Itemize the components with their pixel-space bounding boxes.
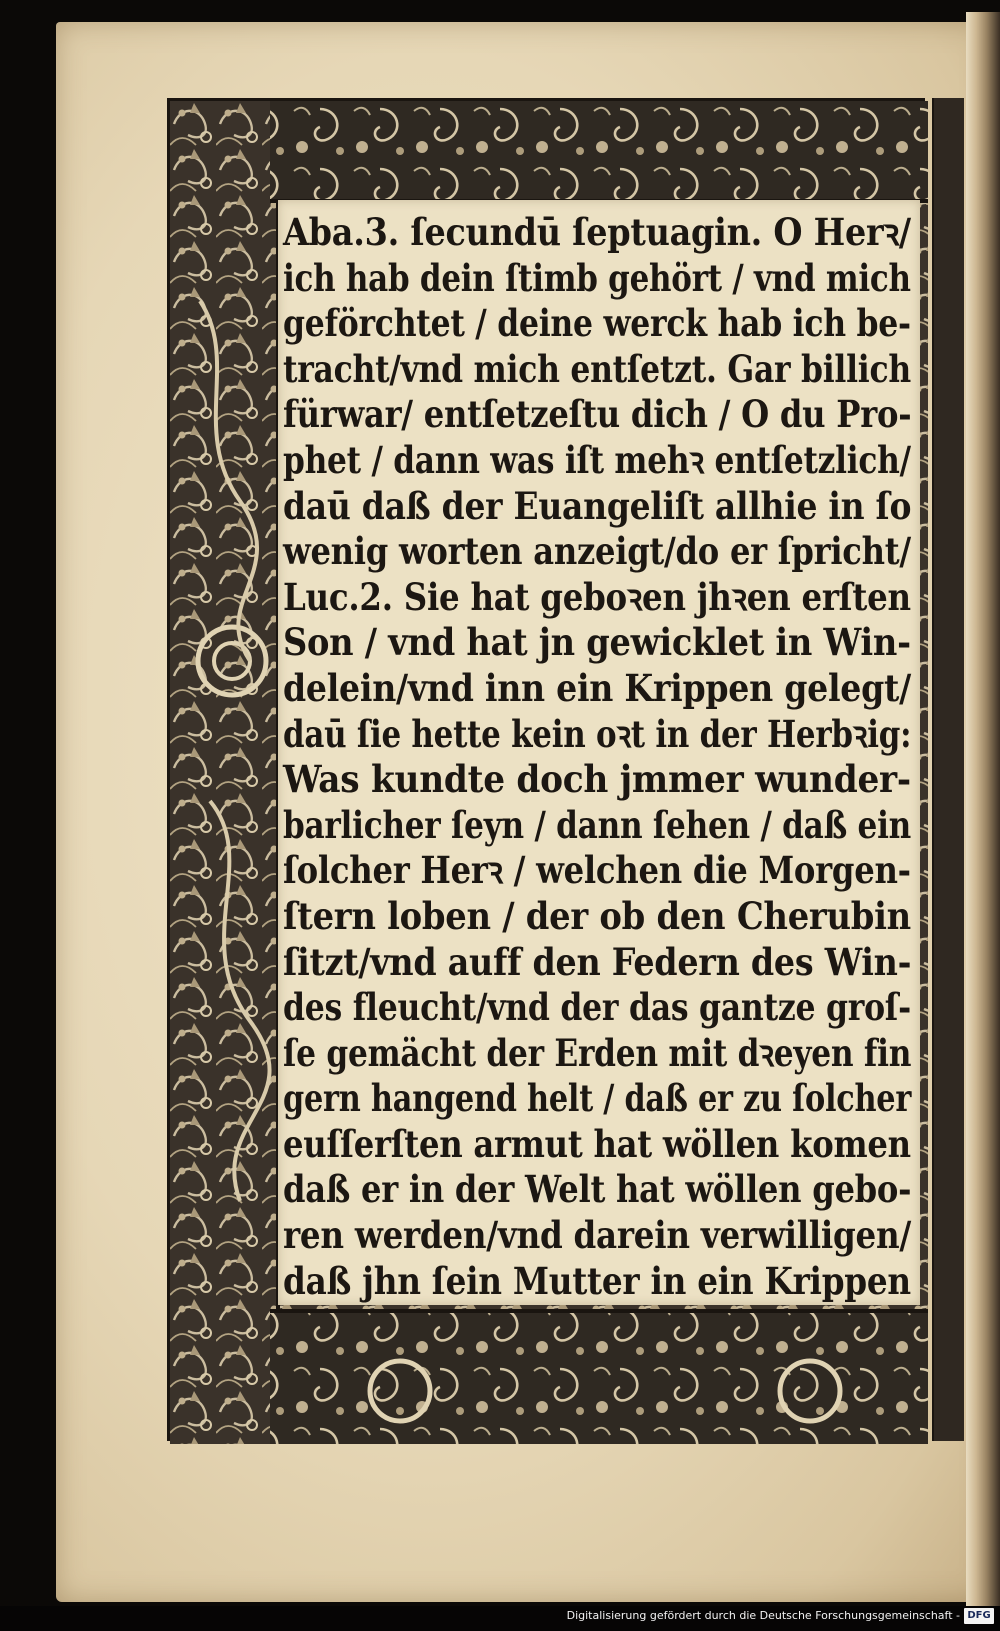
text-line: ſitzt/vnd auff den Federn des Win- xyxy=(283,939,912,984)
text-line: geförchtet / deine werck hab ich be- xyxy=(283,301,911,346)
text-line: phet / dann was iſt mehꝛ entſetzlich/ xyxy=(283,437,911,482)
blackletter-text xyxy=(283,210,915,1304)
text-line: Son / vnd hat jn gewicklet in Win- xyxy=(283,620,911,665)
text-line: barlicher ſeyn / dann ſehen / daß ein xyxy=(283,802,912,847)
text-line: ich hab dein ſtimb gehört / vnd mich xyxy=(283,255,911,300)
text-line: Was kundte doch jmmer wunder- xyxy=(283,757,911,802)
text-line: ſolcher Herꝛ / welchen die Morgen- xyxy=(283,848,911,893)
text-line: tracht/vnd mich entſetzt. Gar billich xyxy=(283,346,911,391)
dfg-logo: DFG xyxy=(964,1608,994,1624)
text-line: daß jhn ſein Mutter in ein Krippen xyxy=(283,1258,911,1303)
text-line: ſtern loben / der ob den Cherubin xyxy=(283,893,911,938)
text-line: daū daß der Euangeliſt allhie in ſo xyxy=(283,483,912,528)
woodcut-border-right xyxy=(932,98,964,1441)
text-line: daū ſie hette kein oꝛt in der Herbꝛig: xyxy=(283,711,912,756)
text-line: Aba.3. ſecundū ſeptuagin. O Herꝛ/ xyxy=(283,210,911,254)
text-line: fürwar/ entſetzeſtu dich / O du Pro- xyxy=(283,392,912,437)
facing-page-edge xyxy=(966,12,1000,1612)
text-line: wenig worten anzeigt/do er ſpricht/ xyxy=(283,529,911,574)
text-line: des fleucht/vnd der das gantze groſ- xyxy=(283,985,911,1030)
text-line: delein/vnd inn ein Krippen gelegt/ xyxy=(283,665,911,710)
text-line: Luc.2. Sie hat geboꝛen jhꝛen erſten xyxy=(283,574,911,619)
footer-credit: Digitalisierung gefördert durch die Deutsche Forschungsgemeinschaft - xyxy=(566,1609,960,1622)
text-line: ſe gemächt der Erden mit dꝛeyen fin xyxy=(283,1030,912,1075)
text-line: euſſerſten armut hat wöllen komen xyxy=(283,1121,911,1166)
text-line: daß er in der Welt hat wöllen gebo- xyxy=(283,1167,912,1212)
text-line: ren werden/vnd darein verwilligen/ xyxy=(283,1213,912,1258)
text-line: gern hangend helt / daß er zu ſolcher xyxy=(283,1076,912,1121)
